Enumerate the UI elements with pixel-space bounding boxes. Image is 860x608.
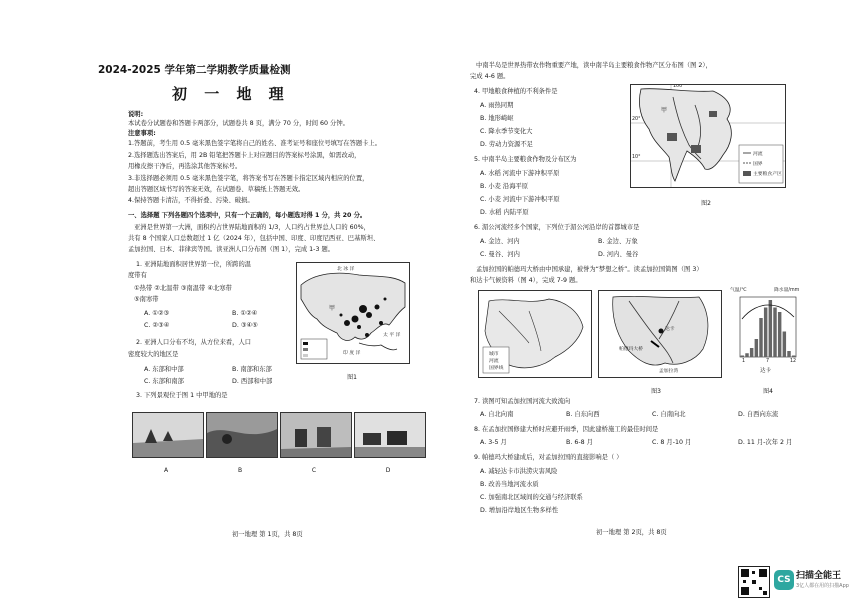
notice-line: 1.答题前，考生用 0.5 毫米黑色签字笔将自己的姓名、准考证号和座位号填写在答题卡上。 — [128, 140, 382, 147]
choice-6c[interactable]: C. 曼谷、河内 — [480, 251, 520, 258]
map3-label-dhaka: 达卡 — [665, 327, 675, 332]
choice-4c[interactable]: C. 降水季节变化大 — [480, 128, 533, 135]
photo-label-c: C — [311, 467, 317, 474]
notice-heading: 说明: — [128, 111, 144, 118]
qr-code-icon[interactable] — [738, 566, 770, 598]
precipitation-bar — [778, 312, 781, 357]
fig4-precip-axis-label: 降水量/mm — [774, 288, 800, 293]
choice-4d[interactable]: D. 劳动力资源不足 — [480, 141, 533, 148]
camscanner-logo-icon: CS — [774, 570, 794, 590]
qr-code-pattern — [739, 567, 769, 597]
map1-label: 甲 — [329, 305, 336, 312]
map3-label-bay: 孟加拉湾 — [659, 369, 679, 374]
choice-5d[interactable]: D. 水稻 内陆平原 — [480, 209, 529, 216]
asia-intro-line: 共有 8 个国家人口总数超过 1 亿（2024 年），包括中国、印度、印度尼西亚、巴基斯坦、 — [128, 235, 380, 242]
precipitation-bar — [741, 356, 744, 358]
question-7-stem: 7. 读图可知孟加拉国河流大致流向 — [474, 398, 571, 405]
dhaka-climate-chart — [730, 286, 806, 378]
bangladesh-detail-map — [598, 290, 722, 378]
choice-8b[interactable]: B. 6-8 月 — [566, 439, 593, 446]
fig4-temp-axis-label: 气温/℃ — [730, 288, 747, 293]
figure-2-caption: 图2 — [701, 200, 711, 207]
bridge-intro-line: 孟加拉国的帕德玛大桥由中国承建，被誉为“梦想之桥”。读孟加拉国简图（图 3） — [476, 266, 703, 273]
question-2-stem: 2. 亚洲人口分布不均，从方位来看，人口 — [136, 339, 252, 346]
map2-legend: 国界 — [753, 162, 763, 167]
question-4-stem: 4. 甲地粮食种植的不利条件是 — [474, 88, 558, 95]
notice-line: 用橡皮擦干净后，再选涂其他答案标号。 — [128, 163, 242, 170]
question-1-stem: 度带有 — [128, 272, 147, 279]
map2-label: 100° — [673, 84, 685, 89]
choice-1c[interactable]: C. ②③④ — [144, 322, 170, 329]
choice-7a[interactable]: A. 自北向南 — [480, 411, 514, 418]
precipitation-bar — [745, 353, 748, 357]
question-1-stem: 1. 亚洲陆地面积居世界第一位，所跨的温 — [136, 261, 252, 268]
precipitation-bar — [750, 348, 753, 357]
landscape-photo-d[interactable] — [354, 412, 426, 458]
exam-page-right — [430, 0, 860, 608]
map2-label: 10° — [632, 155, 641, 160]
page-footer: 初一地理 第 2页，共 8页 — [596, 529, 667, 537]
notice-line: 4.保持答题卡清洁，不得折叠、污染、破损。 — [128, 197, 254, 204]
page-footer: 初一地理 第 1页，共 8页 — [232, 531, 303, 539]
map3-legend: 城市 — [489, 352, 499, 357]
figure-4-caption: 图4 — [763, 388, 773, 395]
section-heading: 一、选择题 下列各题四个选项中，只有一个正确的，每小题选对得 1 分，共 20 分。 — [128, 212, 367, 219]
notice-line: 2.选择题选出答案后，用 2B 铅笔把答题卡上对应题目的答案标号涂黑，如需改动， — [128, 152, 361, 159]
camscanner-name: 扫描全能王 — [796, 571, 842, 581]
choice-9b[interactable]: B. 改善当地河流水质 — [480, 481, 539, 488]
photo-b-drawing — [207, 413, 277, 457]
photo-a-drawing — [133, 413, 203, 457]
precipitation-bar — [783, 332, 786, 358]
photo-d-drawing — [355, 413, 425, 457]
choice-6b[interactable]: B. 金边、万象 — [598, 238, 638, 245]
choice-5c[interactable]: C. 小麦 河流中下游冲积平原 — [480, 196, 560, 203]
precipitation-bar — [773, 308, 776, 358]
asia-population-map — [296, 262, 410, 364]
question-2-stem: 密度较大的地区是 — [128, 351, 179, 358]
precipitation-bar — [769, 300, 772, 357]
fig4-month-label: 7 — [766, 359, 770, 364]
photo-label-d: D — [385, 467, 391, 474]
question-5-stem: 5. 中南半岛主要粮食作物及分布区为 — [474, 156, 577, 163]
choice-7c[interactable]: C. 自南向北 — [652, 411, 686, 418]
bangladesh-detail-drawing — [599, 291, 721, 377]
landscape-photo-b[interactable] — [206, 412, 278, 458]
precipitation-bar — [792, 356, 795, 358]
choice-8a[interactable]: A. 3-5 月 — [480, 439, 507, 446]
choice-6d[interactable]: D. 河内、曼谷 — [598, 251, 639, 258]
choice-2c[interactable]: C. 东部和南部 — [144, 378, 184, 385]
exam-title: 2024-2025 学年第二学期教学质量检测 — [98, 64, 291, 76]
figure-1-caption: 图1 — [347, 374, 357, 381]
question-6-stem: 6. 湄公河流经多个国家，下列位于湄公河沿岸的首都城市是 — [474, 224, 640, 231]
precipitation-bar — [755, 339, 758, 357]
question-1-options: ①热带 ②北温带 ③南温带 ④北寒带 — [134, 285, 232, 292]
question-3-stem: 3. 下列景观位于图 1 中甲地的是 — [136, 392, 228, 399]
question-1-options: ⑤南寒带 — [134, 296, 159, 303]
figure-3-caption: 图3 — [651, 388, 661, 395]
asia-intro-line: 孟加拉国、日本、菲律宾等国。读亚洲人口分布图（图 1），完成 1-3 题。 — [128, 246, 335, 253]
fig4-month-label: 1 — [742, 359, 746, 364]
fig4-city-label: 达卡 — [760, 368, 772, 374]
asia-map-drawing — [297, 263, 409, 363]
bridge-intro-line: 和达卡气候资料（图 4），完成 7-9 题。 — [470, 277, 582, 284]
map1-label: 太 平 洋 — [383, 333, 401, 338]
choice-4a[interactable]: A. 雨热同期 — [480, 102, 514, 109]
indochina-intro-line: 中南半岛是世界热带农作物重要产地，读中南半岛主要粮食作物产区分布图（图 2）， — [476, 62, 712, 69]
choice-9a[interactable]: A. 减轻达卡市洪涝灾害风险 — [480, 468, 558, 475]
precipitation-bar — [787, 351, 790, 357]
subject-title: 初 一 地 理 — [172, 85, 290, 103]
choice-7d[interactable]: D. 自西向东流 — [738, 411, 779, 418]
indochina-intro-line: 完成 4-6 题。 — [470, 73, 510, 80]
choice-4b[interactable]: B. 地形崎岖 — [480, 115, 514, 122]
choice-2d[interactable]: D. 西部和中部 — [232, 378, 273, 385]
choice-1d[interactable]: D. ③④⑤ — [232, 322, 258, 329]
choice-7b[interactable]: B. 自东向西 — [566, 411, 600, 418]
bangladesh-overview-map — [478, 290, 592, 378]
map2-label: 20° — [632, 117, 641, 122]
notice-line: 本试卷分试题卷和答题卡两部分，试题卷共 8 页，满分 70 分，时间 60 分钟。 — [128, 120, 349, 127]
precipitation-bar — [764, 308, 767, 358]
notice-line: 3.非选择题必须用 0.5 毫米黑色签字笔，将答案书写在答题卡指定区域内相应的位置， — [128, 175, 369, 182]
map3-label-bridge: 帕德玛大桥 — [619, 347, 643, 352]
map3-legend: 河流 — [489, 359, 499, 364]
choice-5b[interactable]: B. 小麦 沿海平原 — [480, 183, 529, 190]
indochina-crop-map — [630, 84, 786, 188]
map2-legend: 河流 — [753, 152, 763, 157]
climate-chart-svg — [730, 293, 806, 369]
choice-5a[interactable]: A. 水稻 河流中下游冲积平原 — [480, 170, 560, 177]
photo-label-b: B — [237, 467, 243, 474]
choice-2b[interactable]: B. 南部和东部 — [232, 366, 272, 373]
question-9-stem: 9. 帕德玛大桥建成后，对孟加拉国的直接影响是（ ） — [474, 454, 623, 461]
map1-label: 北 冰 洋 — [337, 267, 355, 272]
camscanner-tagline: 3亿人都在用的扫描App — [796, 583, 849, 589]
choice-9d[interactable]: D. 增加沿岸地区生物多样性 — [480, 507, 559, 514]
map2-legend: 主要粮食产区 — [753, 172, 782, 177]
photo-c-drawing — [281, 413, 351, 457]
choice-8c[interactable]: C. 8 月-10 月 — [652, 439, 692, 446]
choice-1b[interactable]: B. ①②④ — [232, 310, 258, 317]
asia-intro-line: 亚洲是世界第一大洲，面积约占世界陆地面积的 1/3，人口约占世界总人口的 60%， — [134, 224, 370, 231]
map1-label: 印 度 洋 — [343, 351, 361, 356]
map2-label: 甲 — [661, 107, 668, 114]
choice-8d[interactable]: D. 11 月-次年 2 月 — [738, 439, 793, 446]
notice-line: 注意事项: — [128, 130, 156, 137]
choice-1a[interactable]: A. ①②③ — [144, 310, 170, 317]
notice-line: 超出答题区域书写的答案无效，在试题卷、草稿纸上答题无效。 — [128, 186, 305, 193]
question-8-stem: 8. 在孟加拉国修建大桥时应避开雨季，因此建桥施工的最佳时间是 — [474, 426, 659, 433]
landscape-photo-a[interactable] — [132, 412, 204, 458]
photo-label-a: A — [163, 467, 169, 474]
choice-9c[interactable]: C. 加强南北区域间的交通与经济联系 — [480, 494, 583, 501]
landscape-photo-c[interactable] — [280, 412, 352, 458]
fig4-month-label: 12 — [790, 359, 797, 364]
choice-6a[interactable]: A. 金边、河内 — [480, 238, 520, 245]
choice-2a[interactable]: A. 东部和中部 — [144, 366, 184, 373]
precipitation-bar — [759, 318, 762, 357]
map3-legend: 国界线 — [489, 366, 504, 371]
